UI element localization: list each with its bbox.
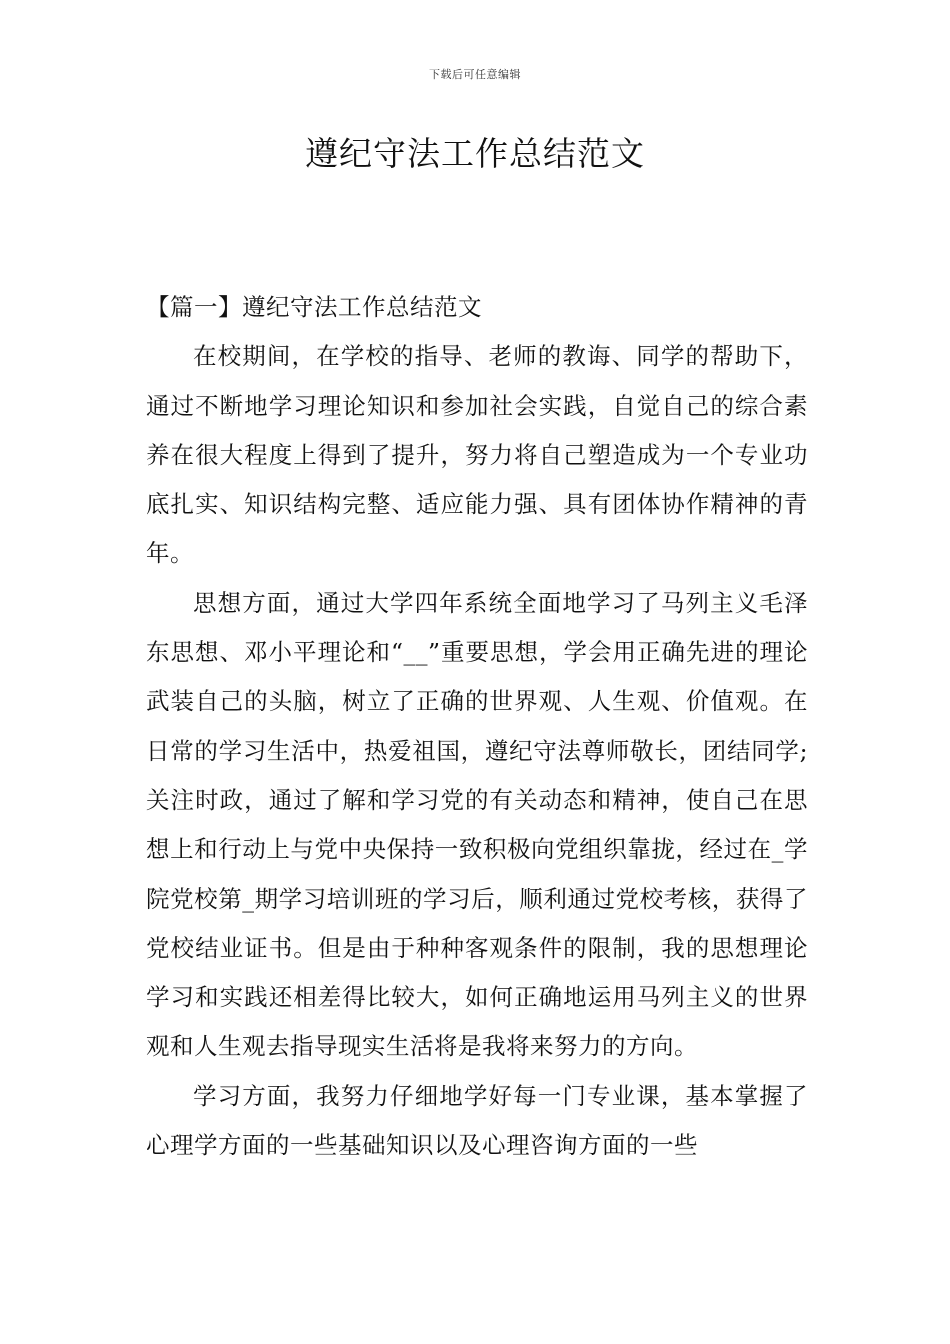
paragraph-study: 学习方面，我努力仔细地学好每一门专业课，基本掌握了心理学方面的一些基础知识以及心理咨询方面的一些 (146, 1081, 808, 1160)
document-title: 遵纪守法工作总结范文 (305, 134, 645, 173)
paragraph-thought: 思想方面，通过大学四年系统全面地学习了马列主义毛泽东思想、邓小平理论和“__”重要思想，学会用正确先进的理论武装自己的头脑，树立了正确的世界观、人生观、价值观。在日常的学习生活中，热爱祖国，遵纪守法尊师敬长，团结同学;关注时政，通过了解和学习党的有关动态和精神，使自己在思想上和行动上与党中央保持一致积极向党组织靠拢，经过在_学院党校第_期学习培训班的学习后，顺利通过党校考核，获得了党校结业证书。但是由于种种客观条件的限制，我的思想理论学习和实践还相差得比较大，如何正确地运用马列主义的世界观和人生观去指导现实生活将是我将来努力的方向。 (146, 588, 808, 1061)
document-body (146, 283, 808, 1170)
header-note: 下载后可任意编辑 (429, 68, 521, 81)
section-heading: 【篇一】遵纪守法工作总结范文 (146, 293, 482, 321)
paragraph-intro: 在校期间，在学校的指导、老师的教诲、同学的帮助下，通过不断地学习理论知识和参加社会实践，自觉自己的综合素养在很大程度上得到了提升，努力将自己塑造成为一个专业功底扎实、知识结构完整、适应能力强、具有团体协作精神的青年。 (146, 342, 808, 568)
